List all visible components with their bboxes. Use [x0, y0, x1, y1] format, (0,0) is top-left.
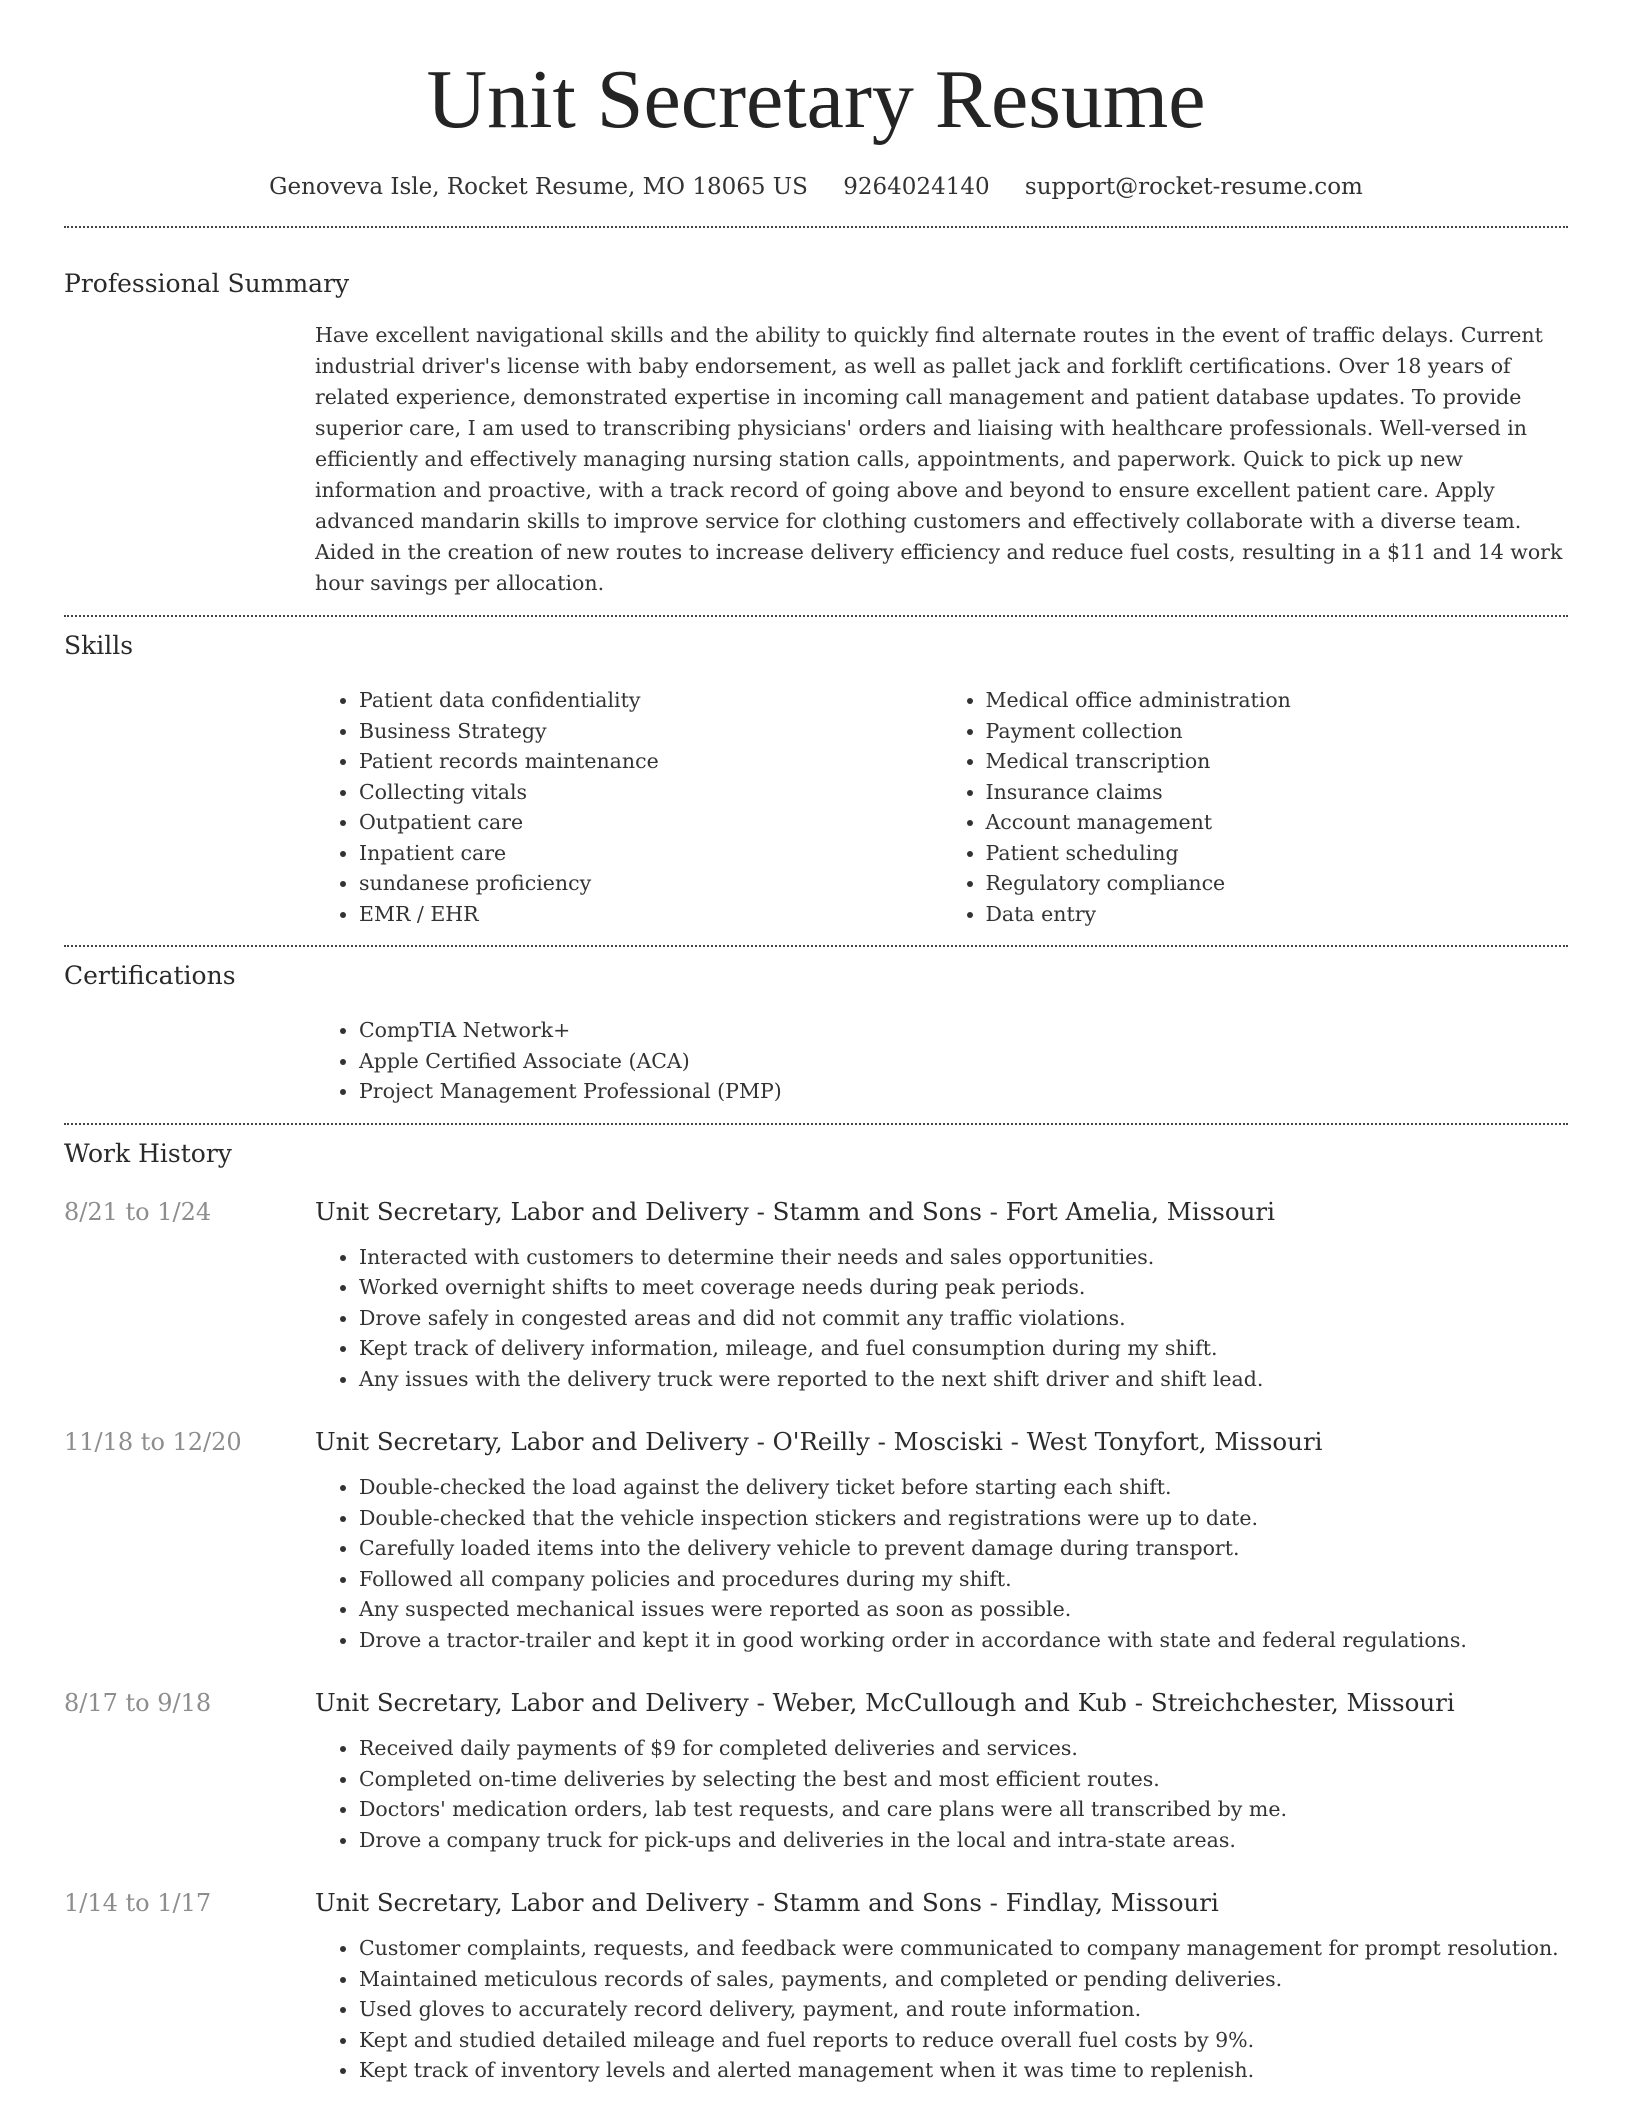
- job-bullet: • Used gloves to accurately record delivery, payment, and route information.: [359, 1994, 1568, 2025]
- job-entry: [64, 1426, 1568, 1655]
- job-bullets: [315, 1733, 1568, 1855]
- work-history-section: [64, 1125, 1568, 2086]
- contact-address: Genoveva Isle, Rocket Resume, MO 18065 US: [269, 174, 808, 200]
- job-bullet: • Drove a company truck for pick-ups and deliveries in the local and intra-state areas.: [359, 1825, 1568, 1856]
- skill-item: • Outpatient care: [359, 807, 942, 838]
- job-bullet: • Kept track of delivery information, mileage, and fuel consumption during my shift.: [359, 1333, 1568, 1364]
- skill-item: • EMR / EHR: [359, 899, 942, 930]
- job-bullet: • Any issues with the delivery truck were reported to the next shift driver and shift lead.: [359, 1364, 1568, 1395]
- job-entry: [64, 1687, 1568, 1855]
- contact-email: support@rocket-resume.com: [1024, 174, 1363, 200]
- resume-page: [64, 0, 1568, 2086]
- job-title: Unit Secretary, Labor and Delivery - O'Reilly - Mosciski - West Tonyfort, Missouri: [315, 1427, 1323, 1456]
- certification-item: • CompTIA Network+: [359, 1015, 1568, 1046]
- job-bullet: • Doctors' medication orders, lab test requests, and care plans were all transcribed by me.: [359, 1794, 1568, 1825]
- skill-item: • Data entry: [986, 899, 1569, 930]
- skills-columns: [315, 685, 1568, 929]
- job-bullet: • Any suspected mechanical issues were reported as soon as possible.: [359, 1594, 1568, 1625]
- job-bullet: • Maintained meticulous records of sales, payments, and completed or pending deliveries.: [359, 1964, 1568, 1995]
- skill-item: • sundanese proficiency: [359, 868, 942, 899]
- job-bullet: • Double-checked that the vehicle inspection stickers and registrations were up to date.: [359, 1503, 1568, 1534]
- job-bullet: • Customer complaints, requests, and feedback were communicated to company management for prompt resolution.: [359, 1933, 1568, 1964]
- skills-section: [64, 617, 1568, 929]
- skill-item: • Inpatient care: [359, 838, 942, 869]
- skill-item: • Payment collection: [986, 716, 1569, 747]
- skill-item: • Medical office administration: [986, 685, 1569, 716]
- skill-item: • Account management: [986, 807, 1569, 838]
- skill-item: • Medical transcription: [986, 746, 1569, 777]
- contact-phone: 9264024140: [843, 174, 990, 200]
- certification-item: • Project Management Professional (PMP): [359, 1076, 1568, 1107]
- skills-list-right: [942, 685, 1569, 929]
- resume-title: Unit Secretary Resume: [426, 53, 1206, 146]
- skill-item: • Patient scheduling: [986, 838, 1569, 869]
- job-title: Unit Secretary, Labor and Delivery - Weber, McCullough and Kub - Streichchester, Missouri: [315, 1688, 1455, 1717]
- job-bullet: • Completed on-time deliveries by selecting the best and most efficient routes.: [359, 1764, 1568, 1795]
- certifications-list: [315, 1015, 1568, 1107]
- job-bullet: • Double-checked the load against the delivery ticket before starting each shift.: [359, 1472, 1568, 1503]
- job-bullets: [315, 1242, 1568, 1395]
- job-dates: 8/21 to 1/24: [64, 1197, 212, 1226]
- job-bullet: • Drove safely in congested areas and did not commit any traffic violations.: [359, 1303, 1568, 1334]
- skills-list-left: [315, 685, 942, 929]
- certifications-section: [64, 947, 1568, 1107]
- certification-item: • Apple Certified Associate (ACA): [359, 1046, 1568, 1077]
- job-bullet: • Interacted with customers to determine their needs and sales opportunities.: [359, 1242, 1568, 1273]
- skill-item: • Insurance claims: [986, 777, 1569, 808]
- contact-line: [64, 172, 1568, 202]
- summary-text: Have excellent navigational skills and the ability to quickly find alternate routes in the event of traffic delays. Current industrial driver's license with baby endorsement, as well as pallet jack and forklift certifications. Over 18 years of related experience, demonstrated expertise in incoming call management and patient database updates. To provide superior care, I am used to transcribing physicians' orders and liaising with healthcare professionals. Well-versed in efficiently and effectively managing nursing station calls, appointments, and paperwork. Quick to pick up new information and proactive, with a track record of going above and beyond to ensure excellent patient care. Apply advanced mandarin skills to improve service for clothing customers and effectively collaborate with a diverse team. Aided in the creation of new routes to increase delivery efficiency and reduce fuel costs, resulting in a $11 and 14 work hour savings per allocation.: [315, 323, 1563, 595]
- section-heading: Certifications: [64, 961, 236, 990]
- section-heading: Professional Summary: [64, 269, 350, 298]
- job-entry: [64, 1887, 1568, 2086]
- skill-item: • Patient data confidentiality: [359, 685, 942, 716]
- job-title: Unit Secretary, Labor and Delivery - Stamm and Sons - Fort Amelia, Missouri: [315, 1196, 1275, 1226]
- job-entry: [64, 1196, 1568, 1395]
- job-dates: 8/17 to 9/18: [64, 1689, 212, 1717]
- summary-body: [315, 320, 1568, 599]
- job-bullets: [315, 1472, 1568, 1655]
- job-bullet: • Kept and studied detailed mileage and fuel reports to reduce overall fuel costs by 9%.: [359, 2025, 1568, 2056]
- section-heading: Skills: [64, 631, 134, 660]
- skill-item: • Collecting vitals: [359, 777, 942, 808]
- certifications-body: [315, 1015, 1568, 1107]
- skill-item: • Regulatory compliance: [986, 868, 1569, 899]
- job-bullet: • Followed all company policies and procedures during my shift.: [359, 1564, 1568, 1595]
- job-bullet: • Carefully loaded items into the delivery vehicle to prevent damage during transport.: [359, 1533, 1568, 1564]
- job-bullets: [315, 1933, 1568, 2086]
- job-dates: 11/18 to 12/20: [64, 1428, 242, 1456]
- job-bullet: • Worked overnight shifts to meet coverage needs during peak periods.: [359, 1272, 1568, 1303]
- job-dates: 1/14 to 1/17: [64, 1889, 212, 1917]
- job-bullet: • Drove a tractor-trailer and kept it in good working order in accordance with state and federal regulations.: [359, 1625, 1568, 1656]
- job-bullet: • Received daily payments of $9 for completed deliveries and services.: [359, 1733, 1568, 1764]
- job-bullet: • Kept track of inventory levels and alerted management when it was time to replenish.: [359, 2055, 1568, 2086]
- job-title: Unit Secretary, Labor and Delivery - Stamm and Sons - Findlay, Missouri: [315, 1888, 1219, 1917]
- skill-item: • Patient records maintenance: [359, 746, 942, 777]
- professional-summary-section: [64, 228, 1568, 599]
- section-heading: Work History: [64, 1138, 232, 1168]
- skill-item: • Business Strategy: [359, 716, 942, 747]
